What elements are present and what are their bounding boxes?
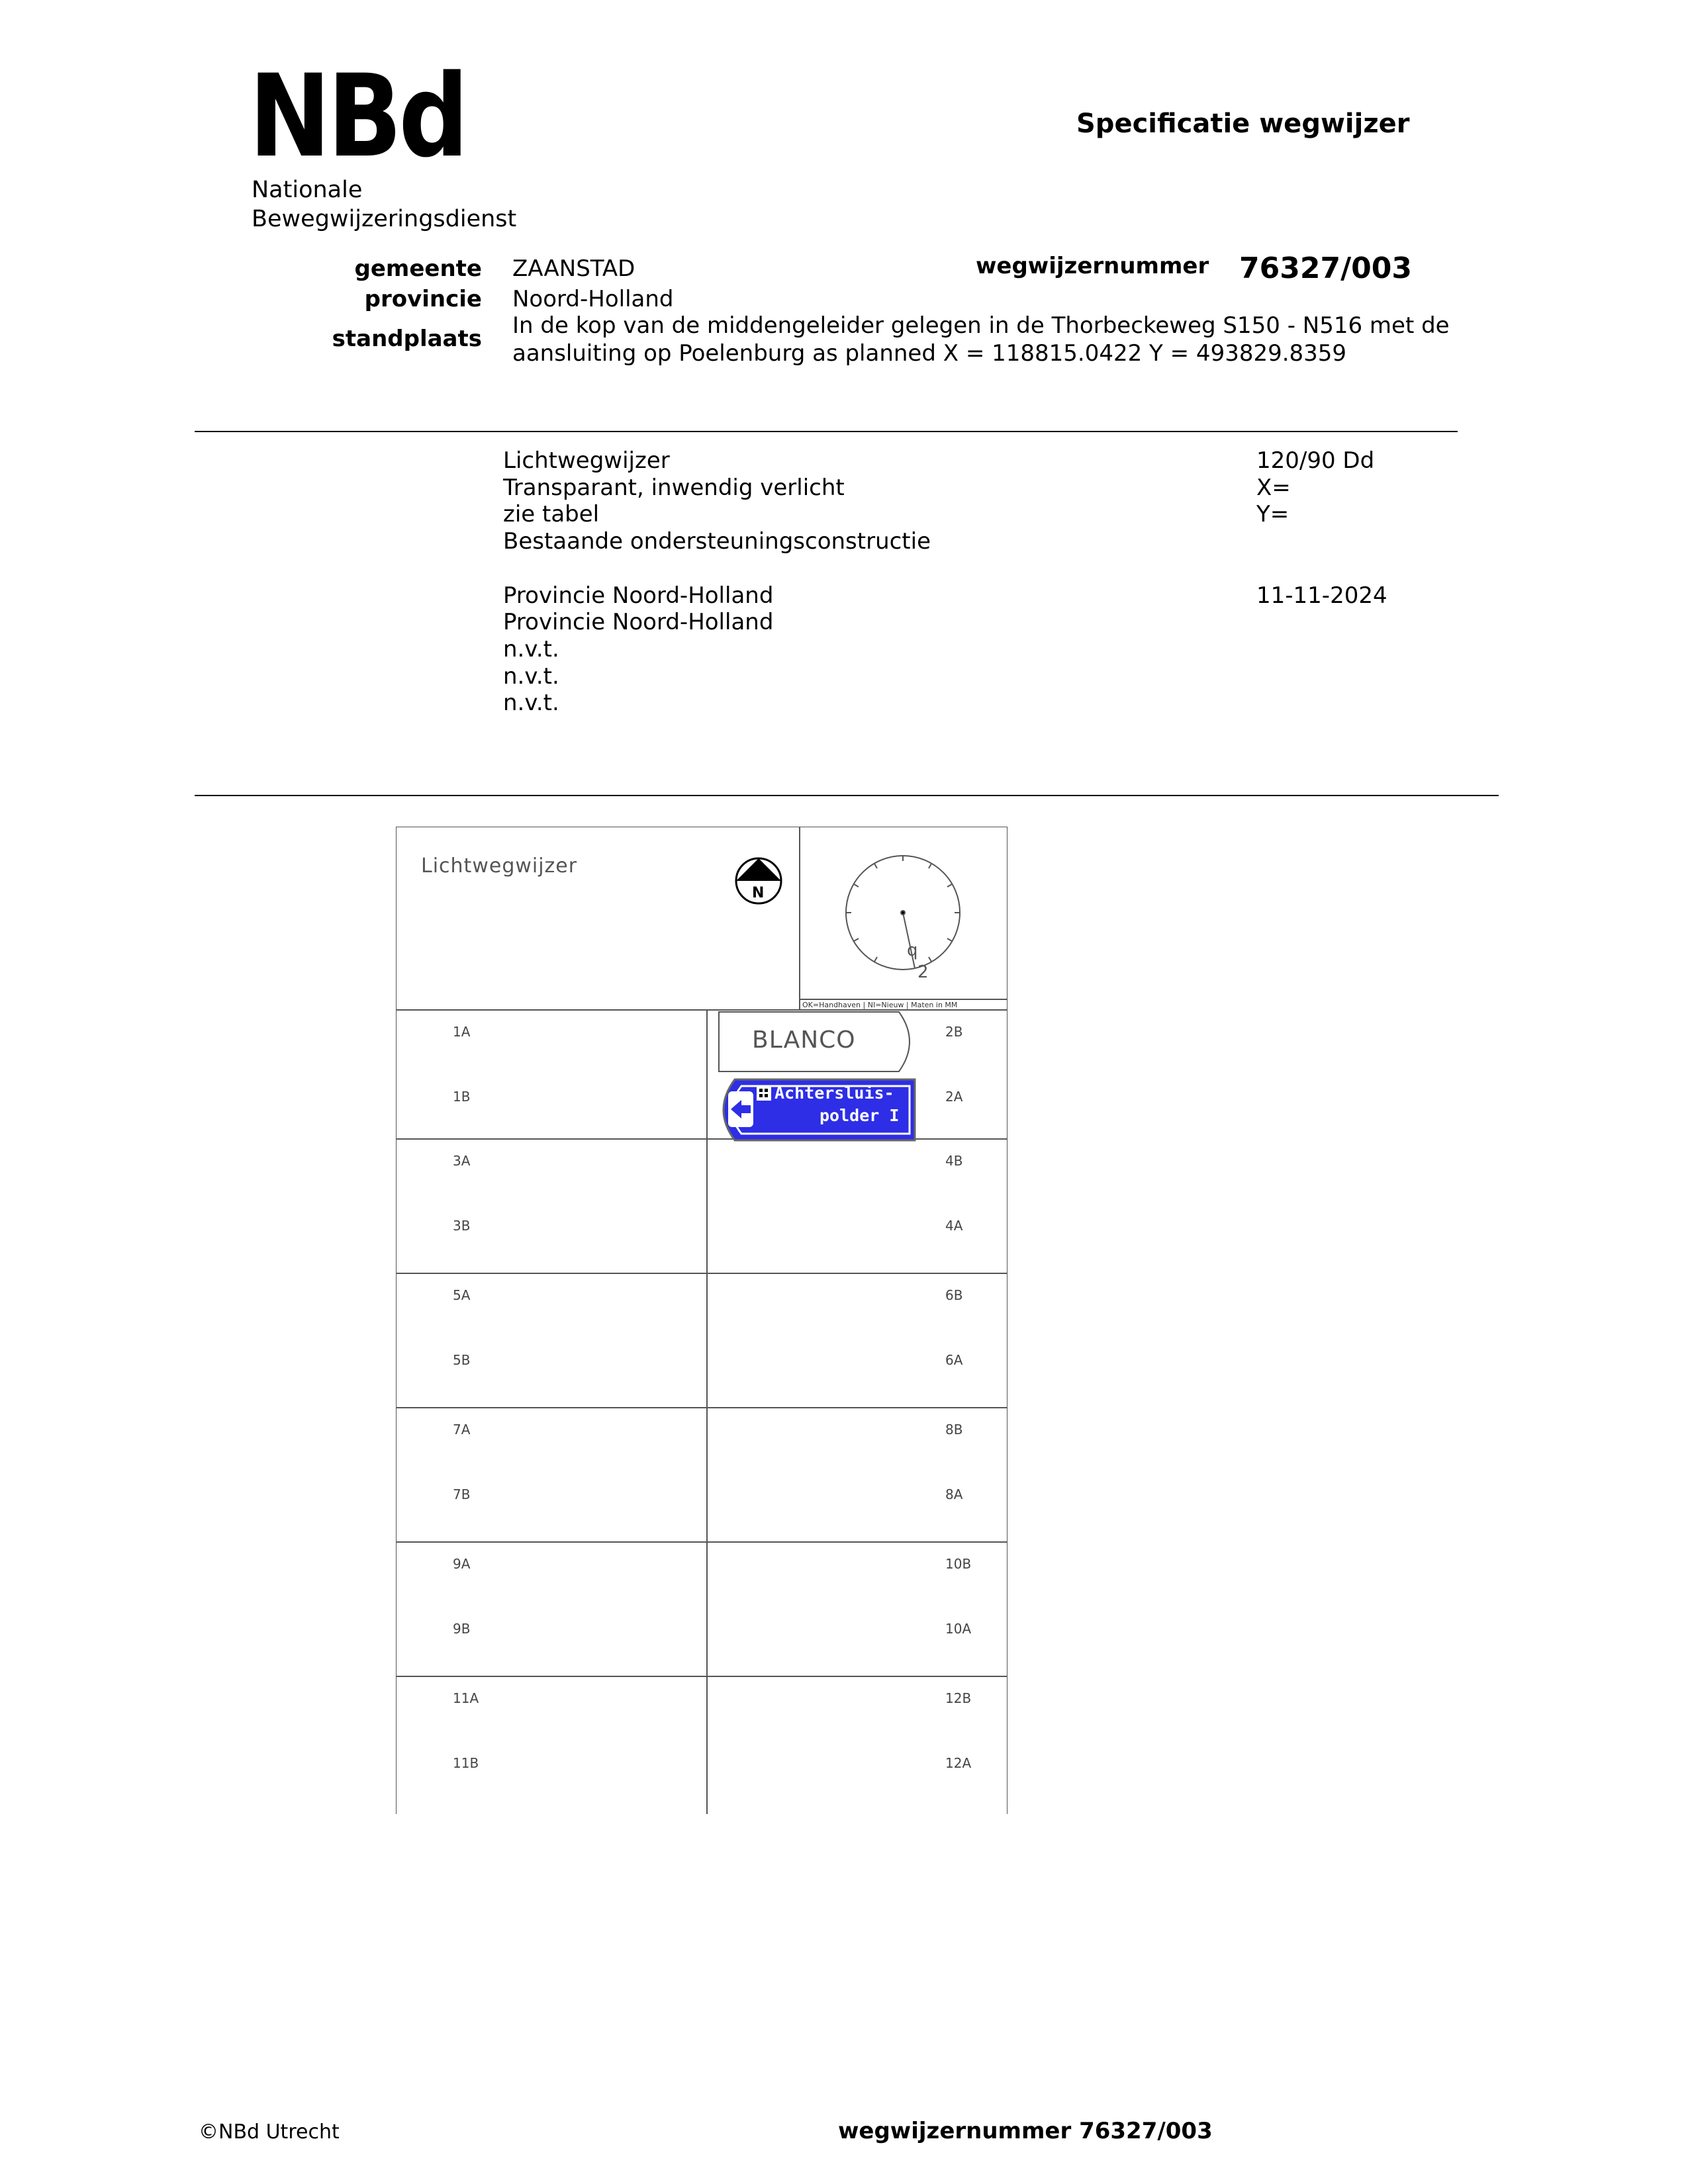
cell-label-8b: 8B	[945, 1422, 963, 1437]
drawing-legend: OK=Handhaven | NI=Nieuw | Maten in MM	[802, 1001, 958, 1009]
logo-subtitle	[252, 176, 516, 234]
divider-top	[195, 431, 1458, 432]
drawing-frame	[396, 827, 1008, 1814]
cell-label-5b: 5B	[453, 1352, 471, 1368]
specs_left-value-1: Transparant, inwendig verlicht	[503, 474, 845, 501]
pictogram-icon	[757, 1086, 771, 1101]
cell-label-2b: 2B	[945, 1024, 963, 1040]
cell-label-10a: 10A	[945, 1621, 972, 1637]
dial-letter: b	[907, 942, 918, 962]
cell-label-12b: 12B	[945, 1690, 972, 1706]
specs_left-value-0: Lichtwegwijzer	[503, 447, 670, 474]
standplaats-line-1: In de kop van de middengeleider gelegen in de Thorbeckeweg S150 - N516 met de	[512, 312, 1450, 339]
cell-label-6b: 6B	[945, 1287, 963, 1303]
cell-label-11a: 11A	[453, 1690, 479, 1706]
cell-label-9b: 9B	[453, 1621, 471, 1637]
provincie-value: Noord-Holland	[512, 286, 674, 312]
logo-line-2: Bewegwijzeringsdienst	[252, 205, 517, 232]
cell-label-8a: 8A	[945, 1486, 963, 1502]
logo-line-1: Nationale	[252, 177, 363, 203]
wegwijzernummer-value: 76327/003	[1239, 251, 1412, 285]
cell-label-2a: 2A	[945, 1089, 963, 1105]
provincie-label: provincie	[364, 286, 482, 312]
standplaats-label: standplaats	[332, 326, 482, 352]
cell-label-7a: 7A	[453, 1422, 471, 1437]
specs_left-value-3: Bestaande ondersteuningsconstructie	[503, 528, 931, 555]
specs_right-value-5: 11-11-2024	[1256, 582, 1387, 609]
drawing-title: Lichtwegwijzer	[421, 854, 578, 878]
specs_right-value-1: X=	[1256, 474, 1291, 501]
document-title: Specificatie wegwijzer	[1076, 109, 1410, 139]
wegwijzernummer-label: wegwijzernummer	[976, 253, 1209, 279]
cell-label-3a: 3A	[453, 1153, 471, 1169]
footer-copyright: ©NBd Utrecht	[199, 2120, 340, 2144]
cell-label-4b: 4B	[945, 1153, 963, 1169]
sign-line-2: polder I	[820, 1106, 900, 1125]
gemeente-label: gemeente	[354, 255, 482, 282]
cell-label-11b: 11B	[453, 1755, 479, 1771]
divider-bottom	[195, 795, 1499, 796]
cell-label-3b: 3B	[453, 1218, 471, 1234]
sign-drawing	[396, 827, 1008, 1814]
standplaats-line-2: aansluiting op Poelenburg as planned X = 118815.0422 Y = 493829.8359	[512, 340, 1347, 367]
cell-label-9a: 9A	[453, 1556, 471, 1572]
specs_left-value-5: Provincie Noord-Holland	[503, 582, 774, 609]
cell-label-5a: 5A	[453, 1287, 471, 1303]
cell-label-1b: 1B	[453, 1089, 471, 1105]
specs_right-value-2: Y=	[1256, 501, 1289, 528]
cell-label-12a: 12A	[945, 1755, 972, 1771]
cell-label-1a: 1A	[453, 1024, 471, 1040]
north-letter: N	[752, 885, 765, 901]
gemeente-value: ZAANSTAD	[512, 255, 635, 282]
specs_left-value-9: n.v.t.	[503, 690, 559, 717]
specs_left-value-7: n.v.t.	[503, 635, 559, 662]
specs_left-value-8: n.v.t.	[503, 662, 559, 690]
cell-label-7b: 7B	[453, 1486, 471, 1502]
nbd-logo: NBd	[249, 50, 465, 183]
sign-line-1: Achtersluis-	[774, 1083, 894, 1103]
cell-label-6a: 6A	[945, 1352, 963, 1368]
specs_left-value-2: zie tabel	[503, 501, 600, 528]
specs_right-value-0: 120/90 Dd	[1256, 447, 1375, 474]
orientation-dial-icon	[846, 856, 960, 970]
cell-label-10b: 10B	[945, 1556, 972, 1572]
dial-value: 2	[917, 962, 929, 982]
cell-label-4a: 4A	[945, 1218, 963, 1234]
blanco-label: BLANCO	[752, 1026, 856, 1054]
specs_left-value-6: Provincie Noord-Holland	[503, 609, 774, 636]
footer-number: wegwijzernummer 76327/003	[838, 2118, 1213, 2144]
